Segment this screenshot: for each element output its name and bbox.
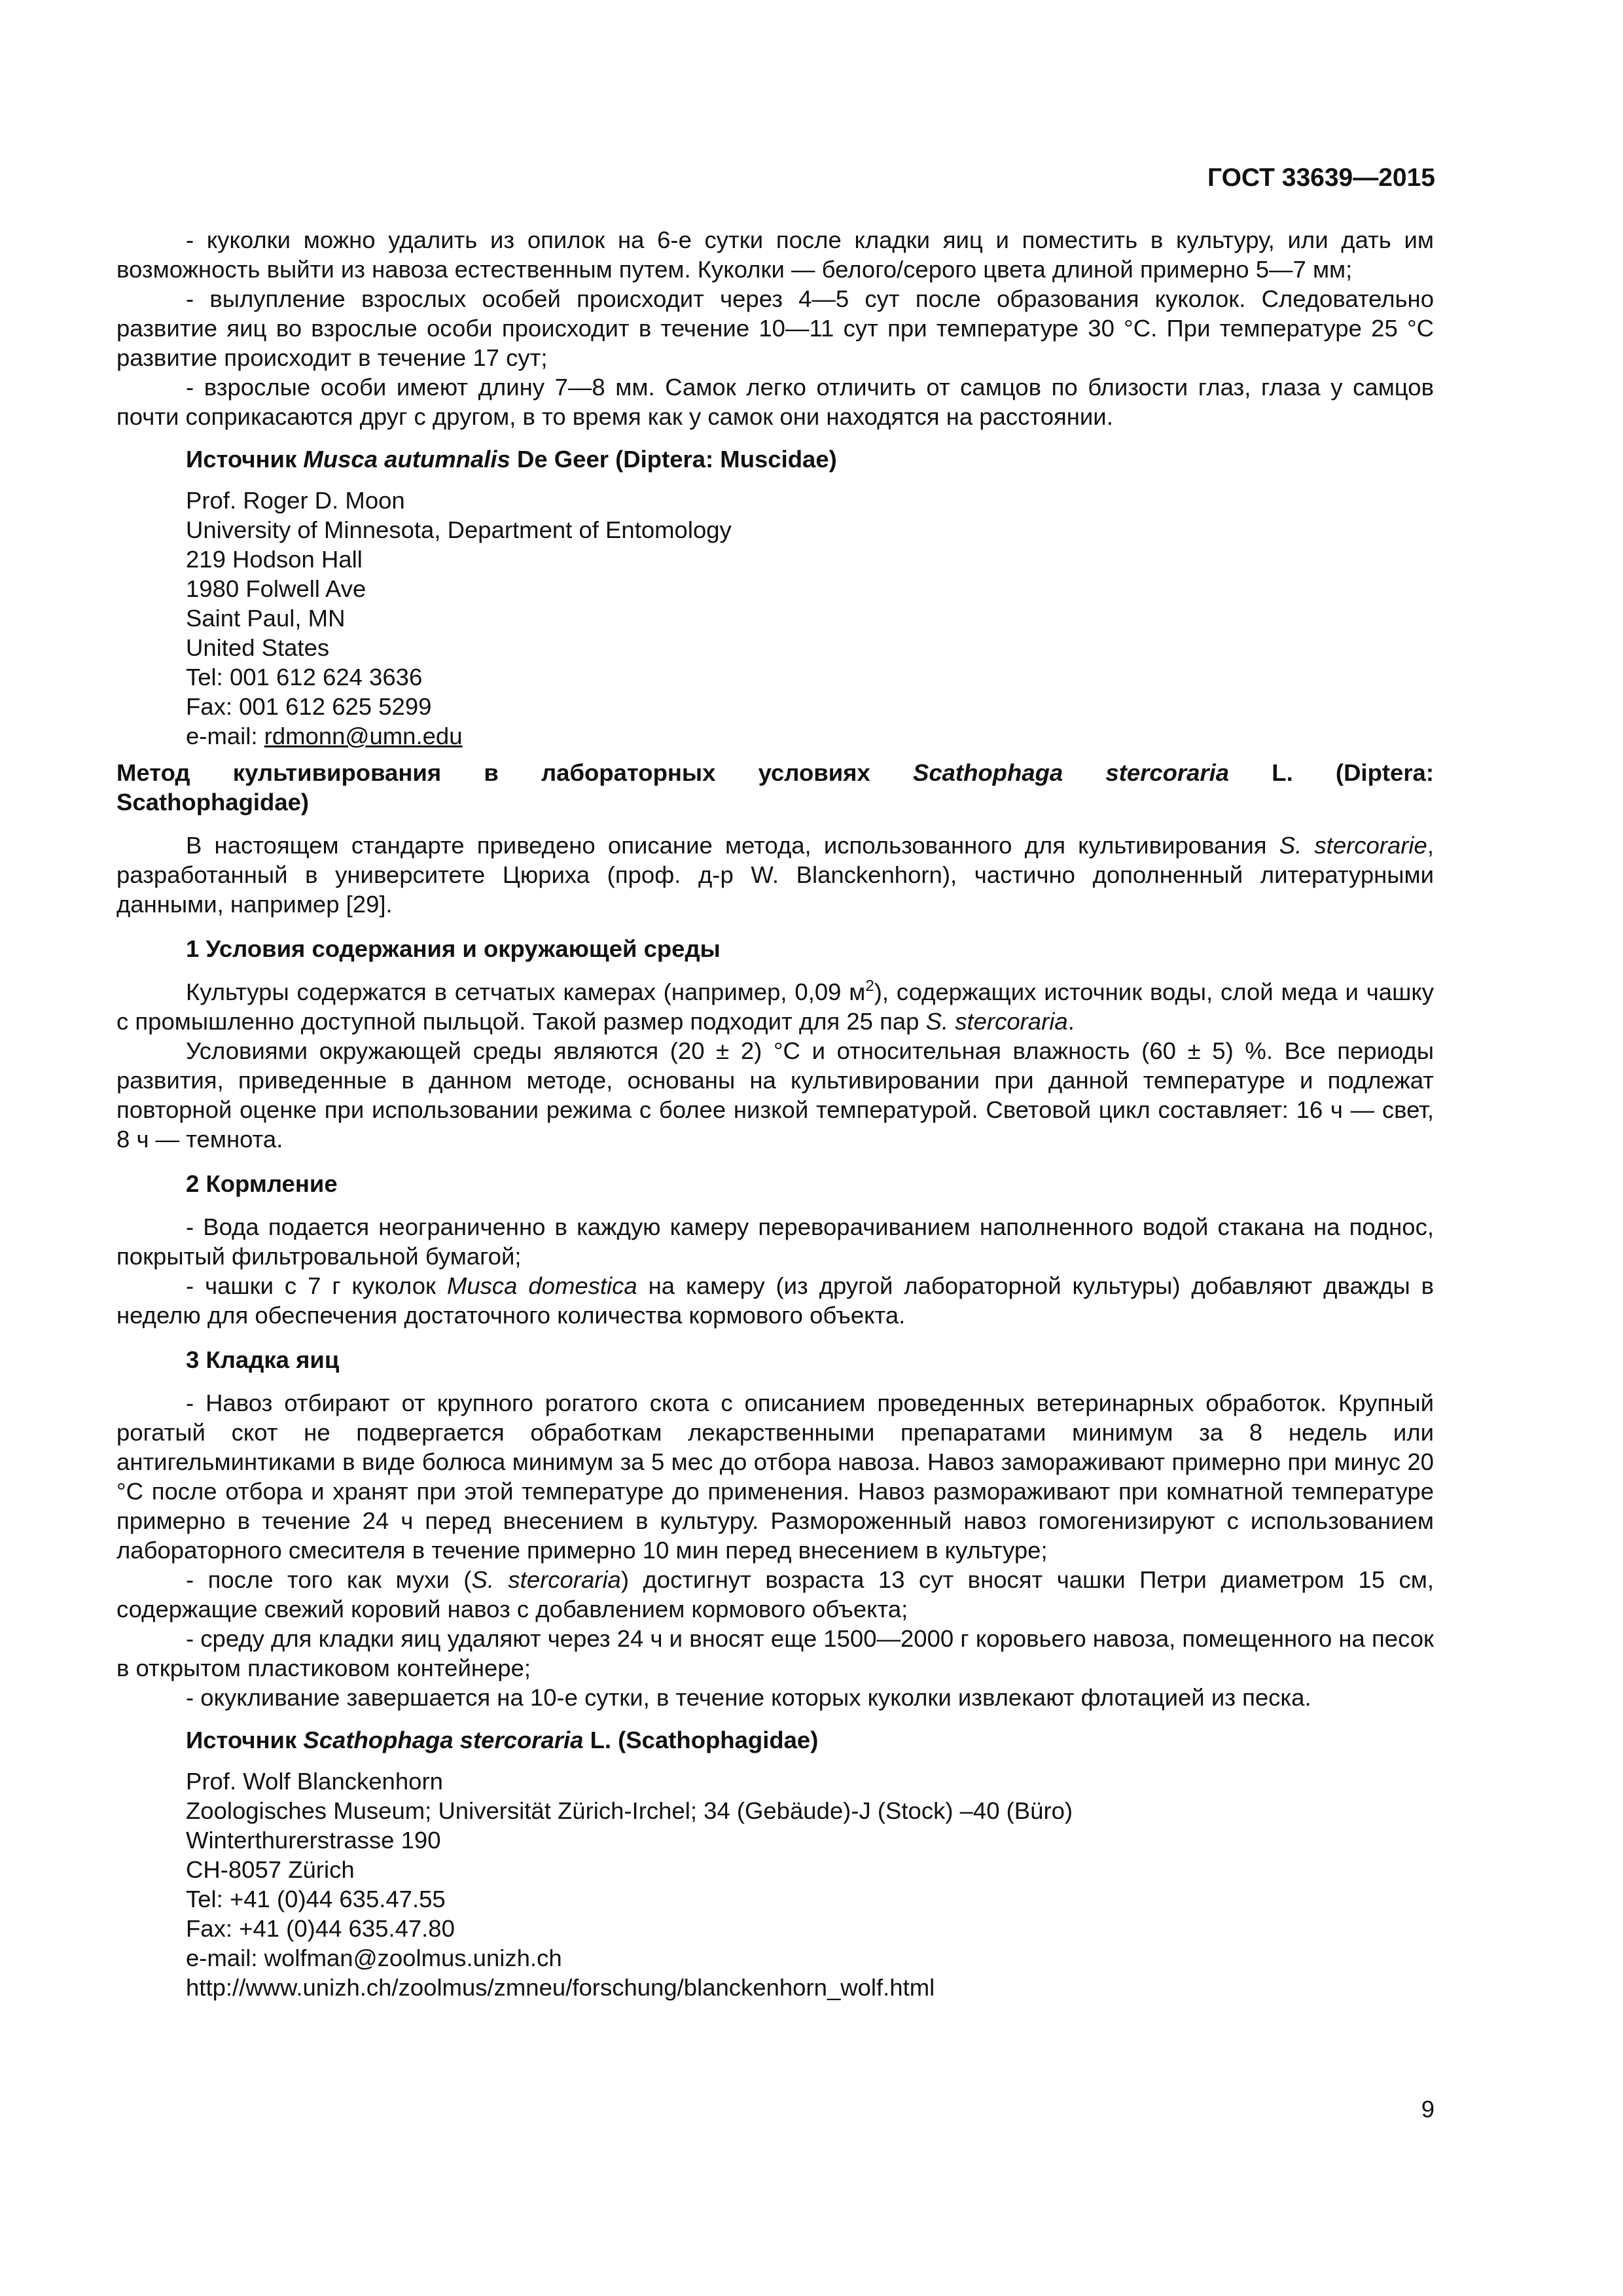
species-name: S. stercoraria [471,1566,621,1593]
section1-para: Культуры содержатся в сетчатых камерах (например, 0,09 $м^2$), содержащих источник воды, слой меда и чашку с промышленно доступной пыльцой. Такой размер подходит для 25 пар S. stercoraria. [116,977,1434,1035]
source2-heading: Источник Scathophaga stercoraria L. (Scathophagidae) [186,1727,819,1753]
address-line: 1980 Folwell Ave [186,575,366,602]
species-name: Musca domestica [446,1272,637,1299]
method-heading: Метод культивирования в лабораторных условиях Scathophaga stercoraria L. (Diptera: Scathophagidae) [116,759,1434,816]
page-number: 9 [1421,2096,1435,2123]
address-line: 219 Hodson Hall [186,546,363,573]
species-name: S. stercoraria [925,1008,1068,1035]
address-line: Zoologisches Museum; Universität Zürich-Irchel; 34 (Gebäude)-J (Stock) –40 (Büro) [186,1797,1073,1824]
address-line: Prof. Roger D. Moon [186,487,405,514]
document-number: ГОСТ 33639—2015 [1207,164,1435,192]
address-line: Fax: +41 (0)44 635.47.80 [186,1915,455,1942]
species-name: S. stercorarie [1279,832,1427,859]
source1-heading: Источник Musca autumnalis De Geer (Diptera: Muscidae) [186,446,837,473]
email-line[interactable]: e-mail: wolfman@zoolmus.unizh.ch [186,1945,562,1971]
intro-item: - куколки можно удалить из опилок на 6-е сутки после кладки яиц и поместить в культуру, или дать им возможность выйти из навоза естественным путем. Куколки — белого/серого цвета длиной примерно 5—7 мм; [116,226,1434,283]
address-line: Saint Paul, MN [186,605,346,632]
species-name: Musca autumnalis [303,446,510,473]
address-line: Tel: +41 (0)44 635.47.55 [186,1886,446,1912]
species-name: Scathophaga stercoraria [303,1727,584,1753]
address-line: CH-8057 Zürich [186,1856,355,1883]
species-name: Scathophaga stercoraria [912,759,1230,786]
source2-address [116,1767,1434,2002]
section-heading: 3 Кладка яиц [186,1346,340,1373]
section3-item: - Навоз отбирают от крупного рогатого скота с описанием проведенных ветеринарных обработок. Крупный рогатый скот не подвергается обработкам лекарственными препаратами минимум за 8 недель или антигельминтиками в виде болюса минимум за 5 мес до отбора навоза. Навоз замораживают примерно при минус 20 °С после отбора и хранят при этой температуре до применения. Навоз размораживают при комнатной температуре примерно в течение 24 ч перед внесением в культуру. Размороженный навоз гомогенизируют с использованием лабораторного смесителя в течение примерно 10 мин перед внесением в культуре; [116,1390,1434,1564]
section2-item: - Вода подается неограниченно в каждую камеру переворачиванием наполненного водой стакана на поднос, покрытый фильтровальной бумагой; [116,1213,1434,1270]
address-line: Winterthurerstrasse 190 [186,1827,441,1854]
source1-address [116,486,1434,751]
section3-item: - окукливание завершается на 10-е сутки, в течение которых куколки извлекают флотацией из песка. [186,1684,1311,1711]
section3-item: - среду для кладки яиц удаляют через 24 ч и вносят еще 1500—2000 г коровьего навоза, помещенного на песок в открытом пластиковом контейнере; [116,1625,1434,1681]
section1-para: Условиями окружающей среды являются (20 ± 2) °С и относительная влажность (60 ± 5) %. Все периоды развития, приведенные в данном методе, основаны на культивировании при данной температуре и подлежат повторной оценке при использовании режима с более низкой температурой. Световой цикл составляет: 16 ч — свет, 8 ч — темнота. [116,1037,1434,1153]
section-heading: 2 Кормление [186,1170,338,1197]
address-line: University of Minnesota, Department of Entomology [186,516,732,543]
section-heading: 1 Условия содержания и окружающей среды [186,935,721,962]
page-content [116,225,1434,2002]
email-line: e-mail: rdmonn@umn.edu [186,723,463,749]
email-link[interactable]: rdmonn@umn.edu [264,723,463,749]
address-line: Fax: 001 612 625 5299 [186,693,432,720]
intro-item: - взрослые особи имеют длину 7—8 мм. Самок легко отличить от самцов по близости глаз, глаза у самцов почти соприкасаются друг с другом, в то время как у самок они находятся на расстоянии. [116,374,1434,430]
web-link[interactable]: http://www.unizh.ch/zoolmus/zmneu/forschung/blanckenhorn_wolf.html [186,1974,935,2001]
section2-item: - чашки с 7 г куколок Musca domestica на камеру (из другой лабораторной культуры) добавляют дважды в неделю для обеспечения достаточного количества кормового объекта. [116,1272,1434,1329]
method-intro: В настоящем стандарте приведено описание метода, использованного для культивирования S. stercorarie, разработанный в университете Цюриха (проф. д-р W. Blanckenhorn), частично дополненный литературными данными, например [29]. [116,832,1435,918]
intro-item: - вылупление взрослых особей происходит через 4—5 сут после образования куколок. Следовательно развитие яиц во взрослые особи происходит в течение 10—11 сут при температуре 30 °С. При температуре 25 °С развитие происходит в течение 17 сут; [116,285,1434,371]
section3-item: - после того как мухи (S. stercoraria) достигнут возраста 13 сут вносят чашки Петри диаметром 15 см, содержащие свежий коровий навоз с добавлением кормового объекта; [116,1566,1434,1623]
address-line: United States [186,634,330,661]
address-line: Tel: 001 612 624 3636 [186,664,423,691]
address-line: Prof. Wolf Blanckenhorn [186,1768,443,1795]
